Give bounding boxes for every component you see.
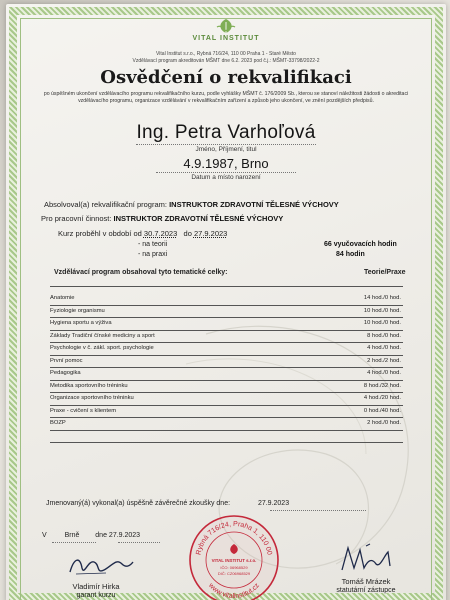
- table-row: [50, 368, 403, 381]
- place-date: 27.9.2023: [108, 532, 141, 539]
- table-row: [50, 318, 403, 331]
- row-hours: 10 hod./0 hod.: [363, 320, 401, 326]
- row-subject: Anatomie: [50, 295, 75, 301]
- signatory-role-hirka: garant kurzu: [76, 592, 116, 599]
- table-row: [50, 343, 403, 356]
- row-subject: Metodika sportovního tréninku: [50, 382, 128, 389]
- theory-hours: 66 vyučovacích hodin: [324, 241, 397, 248]
- stamp-top-text: Rybná 716/24, Praha 1, 110 00: [195, 520, 273, 556]
- course-period-row: [58, 229, 227, 238]
- work-activity-row: [41, 214, 283, 223]
- date-from: 30.7.2023: [143, 229, 178, 238]
- row-subject: Pedagogika: [50, 370, 81, 376]
- place-date-dotted-line: [118, 542, 160, 543]
- logo-text: VITAL INSTITUT: [192, 35, 260, 42]
- intro-paragraph: po úspěšném ukončení vzdělávacího programu rekvalifikačního kurzu, podle vyhlášky MŠMT č. 176/2009 Sb., kterou se stanoví náležitosti žádosti o akreditaci vzdělávacího programu, organizace vzdělávání v rekvalifikačním zařízení a způsob jeho ukončení, ve znění pozdějších předpisů.: [43, 91, 409, 104]
- table-top-rule: [50, 286, 403, 287]
- stamp-ico: IČO: 06968529: [220, 565, 248, 570]
- header-address: Vital Institut s.r.o., Rybná 716/24, 110 00 Praha 1 - Staré Město: [156, 51, 296, 57]
- row-hours: 0 hod./40 hod.: [363, 407, 401, 414]
- table-row: [50, 431, 403, 444]
- row-subject: BOZP: [50, 420, 66, 426]
- signature-hirka: [66, 552, 136, 578]
- row-hours: 10 hod./0 hod.: [363, 307, 401, 314]
- certificate-paper: [6, 4, 446, 600]
- leaf-icon: [215, 18, 237, 34]
- stamp-dic: DIČ: CZ06968529: [217, 571, 251, 576]
- signatory-role-mrazek: statutární zástupce: [336, 587, 396, 594]
- place-city: Brně: [64, 532, 80, 539]
- work-activity-value: INSTRUKTOR ZDRAVOTNÍ TĚLESNÉ VÝCHOVY: [113, 214, 284, 223]
- row-hours: 4 hod./0 hod.: [367, 345, 401, 351]
- work-activity-label: Pro pracovní činnost:: [41, 214, 112, 223]
- topics-table: [50, 293, 403, 443]
- absolved-program-row: [44, 200, 339, 209]
- row-subject: První pomoc: [50, 357, 83, 364]
- row-hours: 2 hod./2 hod.: [367, 357, 401, 364]
- table-row: [50, 381, 403, 394]
- header-accreditation: Vzdělávací program akreditován MŠMT dne 6.2. 2023 pod č.j.: MŠMT-33798/2022-2: [132, 58, 320, 64]
- row-subject: Základy Tradiční čínské mediciny a sport: [50, 332, 155, 339]
- place-date-row: [42, 532, 140, 539]
- table-row: [50, 418, 403, 431]
- absolved-value: INSTRUKTOR ZDRAVOTNÍ TĚLESNÉ VÝCHOVY: [169, 200, 339, 209]
- dob-dotted-line: [156, 172, 296, 173]
- place-prefix: V: [42, 532, 47, 539]
- table-row: [50, 293, 403, 306]
- official-stamp: [188, 514, 280, 600]
- date-to: 27.9.2023: [193, 229, 228, 238]
- exam-date: 27.9.2023: [257, 500, 290, 507]
- row-subject: Fyziologie organismu: [50, 307, 105, 314]
- row-hours: 4 hod./0 hod.: [367, 370, 401, 376]
- stamp-bottom-text: www.vitalinstitut.cz: [207, 582, 261, 600]
- practice-label: - na praxi: [138, 251, 168, 258]
- city-dotted-line: [52, 542, 96, 543]
- practice-hours: 84 hodin: [336, 251, 365, 258]
- name-label: Jméno, Příjmení, titul: [195, 146, 257, 153]
- stamp-center-text: VITAL INSTITUT s.r.o.: [211, 558, 257, 563]
- certificate-title: Osvědčení o rekvalifikaci: [100, 67, 352, 88]
- absolved-label: Absolvoval(a) rekvalifikační program:: [44, 200, 167, 209]
- theory-label: - na teorii: [138, 241, 168, 248]
- row-hours: 14 hod./0 hod.: [363, 295, 401, 301]
- row-subject: Psychologie v č. zákl. sport. psychologie: [50, 345, 154, 351]
- row-hours: 4 hod./20 hod.: [363, 395, 401, 401]
- table-row: [50, 331, 403, 344]
- table-row: [50, 406, 403, 419]
- table-row: [50, 356, 403, 369]
- topics-heading: Vzdělávací program obsahoval tyto tematické celky:: [54, 269, 228, 276]
- vital-institut-logo: [6, 18, 446, 42]
- table-row: [50, 393, 403, 406]
- signatory-name-mrazek: Tomáš Mrázek: [341, 577, 391, 586]
- theory-practice-column-label: Teorie/Praxe: [364, 269, 406, 276]
- table-row: [50, 306, 403, 319]
- name-dotted-line: [136, 144, 316, 145]
- signature-mrazek: [336, 542, 396, 576]
- holder-dob: 4.9.1987, Brno: [183, 156, 269, 171]
- exam-label: Jmenovaný(á) vykonal(a) úspěšně závěrečné zkoušky dne:: [46, 500, 231, 507]
- row-subject: Organizace sportovního tréninku: [50, 395, 134, 401]
- holder-name: Ing. Petra Varhoľová: [136, 122, 316, 143]
- signatory-name-hirka: Vladimír Hirka: [72, 582, 120, 591]
- row-subject: Praxe - cvičení s klientem: [50, 407, 117, 414]
- row-hours: 8 hod./0 hod.: [367, 332, 401, 339]
- period-label: Kurz proběhl v období od: [58, 229, 142, 238]
- row-hours: 8 hod./32 hod.: [363, 382, 401, 389]
- exam-date-dotted-line: [270, 510, 366, 511]
- period-to-label: do: [183, 229, 192, 238]
- row-hours: 2 hod./0 hod.: [367, 420, 401, 426]
- place-date-label: dne: [95, 532, 107, 539]
- exam-row: [46, 500, 289, 507]
- row-subject: Hygiena sportu a výživa: [50, 320, 112, 326]
- dob-label: Datum a místo narození: [191, 174, 261, 181]
